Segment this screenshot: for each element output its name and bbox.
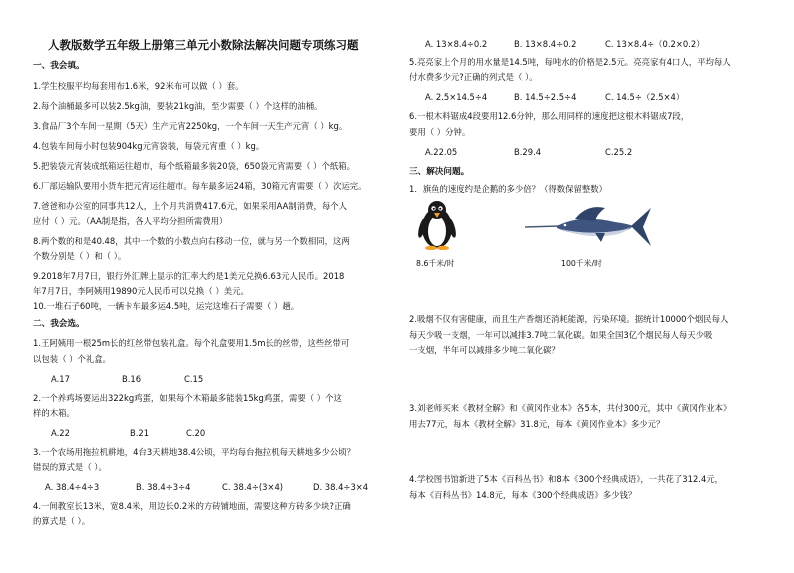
solve-question-2-line1: 2.吸烟不仅有害健康，而且生产香烟还消耗能源，污染环境。据统计10000个烟民每人 <box>409 314 729 324</box>
choice-q4-option-a: A. 13×8.4÷0.2 <box>425 39 488 49</box>
fill-question-10: 10.一堆石子60吨，一辆卡车最多运4.5吨，运完这堆石子需要（ ）趟。 <box>33 301 300 311</box>
swordfish-speed-caption: 100千米/时 <box>561 259 602 268</box>
choice-question-6-line2: 要用（ ）分钟。 <box>409 127 471 137</box>
choice-q5-option-a: A. 2.5×14.5÷4 <box>425 92 488 102</box>
fill-question-9-line2: 年7月7日，李阿姨用19890元人民币可以兑换（ ）美元。 <box>33 286 249 296</box>
solve-question-2-line3: 一支烟，半年可以减排多少吨二氧化碳？ <box>409 345 560 355</box>
penguin-speed-caption: 8.6千米/时 <box>416 259 455 268</box>
solve-question-1: 1．旗鱼的速度约是企鹅的多少倍？（得数保留整数） <box>409 184 607 194</box>
section-choice-heading: 二、我会选。 <box>33 319 85 329</box>
fill-question-7-line2: 应付（ ）元。（AA制是指，各人平均分担所需费用） <box>33 216 228 226</box>
swordfish-icon <box>525 202 653 252</box>
fill-question-1: 1.学生校服平均每套用布1.6米，92米布可以做（ ）套。 <box>33 81 244 91</box>
fill-question-7-line1: 7.爸爸和办公室的同事共12人，上个月共消费417.6元，如果采用AA制消费，每个人 <box>33 201 347 211</box>
choice-q2-option-c: C.20 <box>186 428 206 438</box>
solve-question-4-line2: 每本《百科丛书》14.8元，每本《300个经典成语》多少钱？ <box>409 490 637 500</box>
solve-question-3-line1: 3.刘老师买来《教材全解》和《黄冈作业本》各5本，共付300元，其中《黄冈作业本》 <box>409 403 732 413</box>
choice-q3-option-c: C. 38.4÷(3×4) <box>222 482 284 492</box>
choice-q4-option-c: C. 13×8.4÷（0.2×0.2） <box>605 39 705 49</box>
choice-question-4-line1: 4.一间教室长13米，宽8.4米，用边长0.2米的方砖铺地面，需要这种方砖多少块?正确 <box>33 501 351 511</box>
choice-q2-option-b: B.21 <box>130 428 150 438</box>
choice-q4-option-b: B. 13×8.4÷0.2 <box>514 39 577 49</box>
fill-question-3: 3.食品厂3个车间一星期（5天）生产元宵2250kg，一个车间一天生产元宵（ ）kg。 <box>33 121 348 131</box>
fill-question-8-line2: 个数分别是（ ）和（ ）。 <box>33 251 127 261</box>
choice-question-1-line2: 以包装（ ）个礼盒。 <box>33 354 112 364</box>
choice-question-3-line1: 3.一个农场用拖拉机耕地，4台3天耕地38.4公顷，平均每台拖拉机每天耕地多少公顷？ <box>33 447 356 457</box>
page-title: 人教版数学五年级上册第三单元小数除法解决问题专项练习题 <box>48 38 359 52</box>
choice-question-1-line1: 1.王阿姨用一根25m长的红丝带包装礼盒。每个礼盒要用1.5m长的丝带，这些丝带可 <box>33 338 350 348</box>
solve-question-4-line1: 4.学校图书馆新进了5本《百科丛书》和8本《300个经典成语》，一共花了312.4元， <box>409 474 724 484</box>
section-solve-heading: 三、解决问题。 <box>409 167 470 177</box>
choice-q5-option-c: C. 14.5÷（2.5×4） <box>605 92 685 102</box>
fill-question-9-line1: 9.2018年7月7日，银行外汇牌上显示的汇率大约是1美元兑换6.63元人民币。2018 <box>33 271 345 281</box>
choice-question-2-line2: 样的木箱。 <box>33 408 75 418</box>
choice-q3-option-a: A. 38.4÷4÷3 <box>45 482 100 492</box>
solve-question-2-line2: 每天少吸一支烟，一年可以减排3.7吨二氧化碳。如果全国3亿个烟民每人每天少吸 <box>409 330 713 340</box>
choice-q6-option-c: C.25.2 <box>605 147 633 157</box>
choice-question-6-line1: 6.一根木料锯成4段要用12.6分钟，那么用同样的速度把这根木料锯成7段， <box>409 111 690 121</box>
choice-q1-option-b: B.16 <box>122 374 142 384</box>
choice-question-5-line2: 付水费多少元?正确的列式是（ ）。 <box>409 72 538 82</box>
choice-q2-option-a: A.22 <box>51 428 70 438</box>
choice-q6-option-b: B.29.4 <box>514 147 542 157</box>
choice-question-2-line1: 2.一个养鸡场要运出322kg鸡蛋，如果每个木箱最多能装15kg鸡蛋，需要（ ）个这 <box>33 393 342 403</box>
choice-question-3-line2: 错误的算式是（ ）。 <box>33 462 107 472</box>
choice-question-5-line1: 5.亮亮家上个月的用水量是14.5吨，每吨水的价格是2.5元。亮亮家有4口人，平均每人 <box>409 57 731 67</box>
fill-question-2: 2.每个油桶最多可以装2.5kg油，要装21kg油，至少需要（ ）个这样的油桶。 <box>33 101 323 111</box>
choice-question-4-line2: 的算式是（ ）。 <box>33 516 91 526</box>
fill-question-8-line1: 8.两个数的和是40.48，其中一个数的小数点向右移动一位，就与另一个数相同，这两 <box>33 236 350 246</box>
fill-question-5: 5.把装袋元宵装成纸箱运往超市，每个纸箱最多装20袋，650袋元宵需要（ ）个纸箱。 <box>33 161 356 171</box>
fill-question-6: 6.厂部运输队要用小货车把元宵运往超市。每车最多运24箱，30箱元宵需要（ ）次运完。 <box>33 181 367 191</box>
fill-question-4: 4.包装车间每小时包装904kg元宵袋装，每袋元宵重（ ）kg。 <box>33 141 265 151</box>
choice-q1-option-a: A.17 <box>51 374 70 384</box>
choice-q5-option-b: B. 14.5÷2.5÷4 <box>514 92 577 102</box>
solve-question-3-line2: 用去77元，每本《教材全解》31.8元，每本《黄冈作业本》多少元？ <box>409 419 665 429</box>
choice-q3-option-b: B. 38.4÷3÷4 <box>136 482 191 492</box>
choice-q6-option-a: A.22.05 <box>425 147 458 157</box>
penguin-icon <box>418 198 456 250</box>
choice-q3-option-d: D. 38.4÷3×4 <box>313 482 369 492</box>
section-fill-in-heading: 一、我会填。 <box>33 61 85 71</box>
choice-q1-option-c: C.15 <box>184 374 204 384</box>
